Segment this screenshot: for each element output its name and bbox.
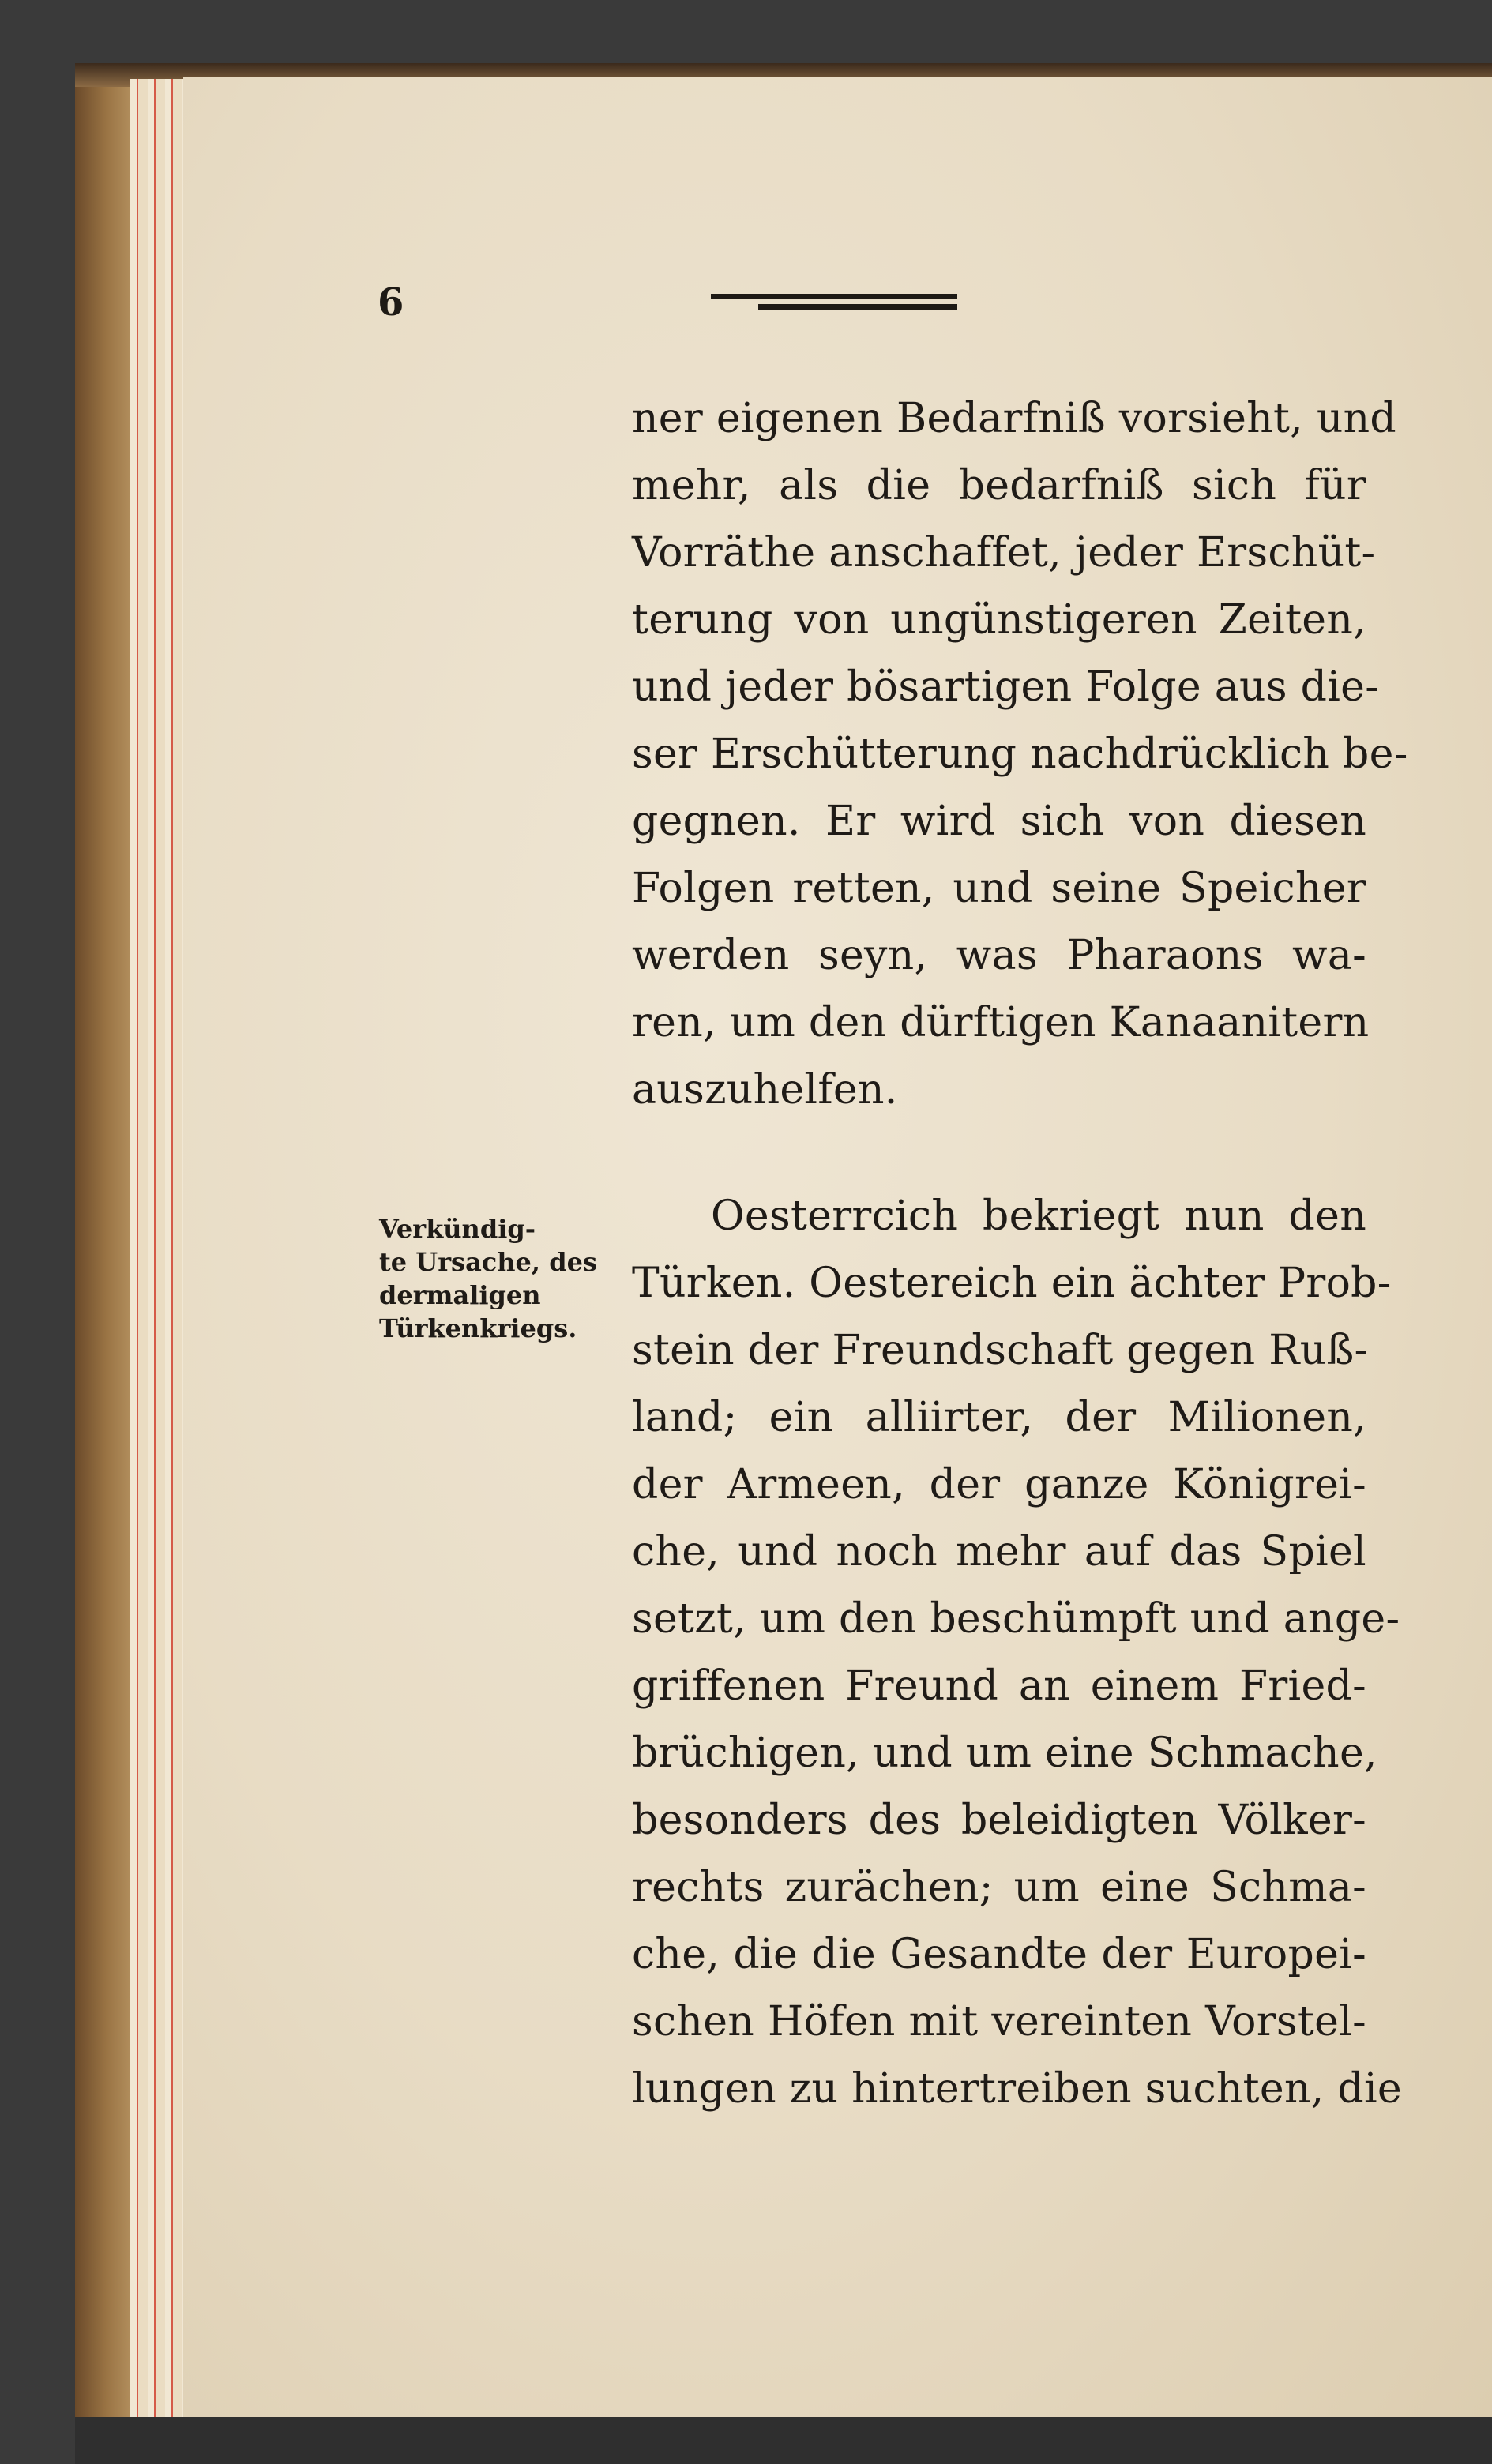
- text-line: rechts zurächen; um eine Schma-: [632, 1864, 1366, 1911]
- page-fore-edge: [130, 79, 190, 2417]
- text-line: werden seyn, was Pharaons wa-: [632, 932, 1366, 979]
- text-line: besonders des beleidigten Völker-: [632, 1797, 1366, 1844]
- text-line: che, und noch mehr auf das Spiel: [632, 1528, 1366, 1576]
- text-line: schen Höfen mit vereinten Vorstel-: [632, 1998, 1366, 2045]
- text-line: lungen zu hintertreiben suchten, die: [632, 2065, 1402, 2113]
- ornament-rule: [758, 304, 957, 310]
- book-cover-edge: [75, 63, 138, 2417]
- text-line: griffenen Freund an einem Fried-: [632, 1662, 1366, 1710]
- text-line: und jeder bösartigen Folge aus die-: [632, 663, 1380, 711]
- main-text-column: [632, 385, 1408, 2123]
- marginal-note: [379, 1212, 616, 1345]
- ornament-rule: [711, 294, 957, 299]
- text-line: auszuhelfen.: [632, 1066, 898, 1114]
- marginal-note-line: Türkenkriegs.: [379, 1313, 577, 1343]
- paragraph-gap: [632, 1124, 1366, 1183]
- text-line: setzt, um den beschümpft und ange-: [632, 1595, 1400, 1643]
- text-line: land; ein alliirter, der Milionen,: [632, 1394, 1366, 1441]
- text-line: ren, um den dürftigen Kanaanitern: [632, 999, 1370, 1046]
- marginal-note-line: te Ursache, des: [379, 1247, 597, 1277]
- text-line: Türken. Oestereich ein ächter Prob-: [632, 1260, 1392, 1307]
- page-number: 6: [378, 280, 404, 325]
- text-line: ner eigenen Bedarfniß vorsieht, und: [632, 395, 1397, 442]
- marginal-note-line: Verkündig-: [379, 1214, 536, 1244]
- text-line: stein der Freundschaft gegen Ruß-: [632, 1327, 1369, 1374]
- header-ornament: [711, 294, 957, 314]
- text-line: der Armeen, der ganze Königrei-: [632, 1461, 1366, 1508]
- text-line: Vorräthe anschaffet, jeder Erschüt-: [632, 529, 1376, 577]
- scan-background: [75, 2417, 1492, 2464]
- text-line: gegnen. Er wird sich von diesen: [632, 798, 1366, 845]
- text-line: terung von ungünstigeren Zeiten,: [632, 596, 1366, 644]
- marginal-note-line: dermaligen: [379, 1280, 541, 1310]
- text-line: mehr, als die bedarfniß sich für: [632, 462, 1366, 509]
- text-line: che, die die Gesandte der Europei-: [632, 1931, 1366, 1978]
- text-line: Folgen retten, und seine Speicher: [632, 865, 1366, 912]
- text-line: ser Erschütterung nachdrücklich be-: [632, 731, 1408, 778]
- text-line: brüchigen, und um eine Schmache,: [632, 1730, 1377, 1777]
- text-line: Oesterrcich bekriegt nun den: [711, 1193, 1366, 1240]
